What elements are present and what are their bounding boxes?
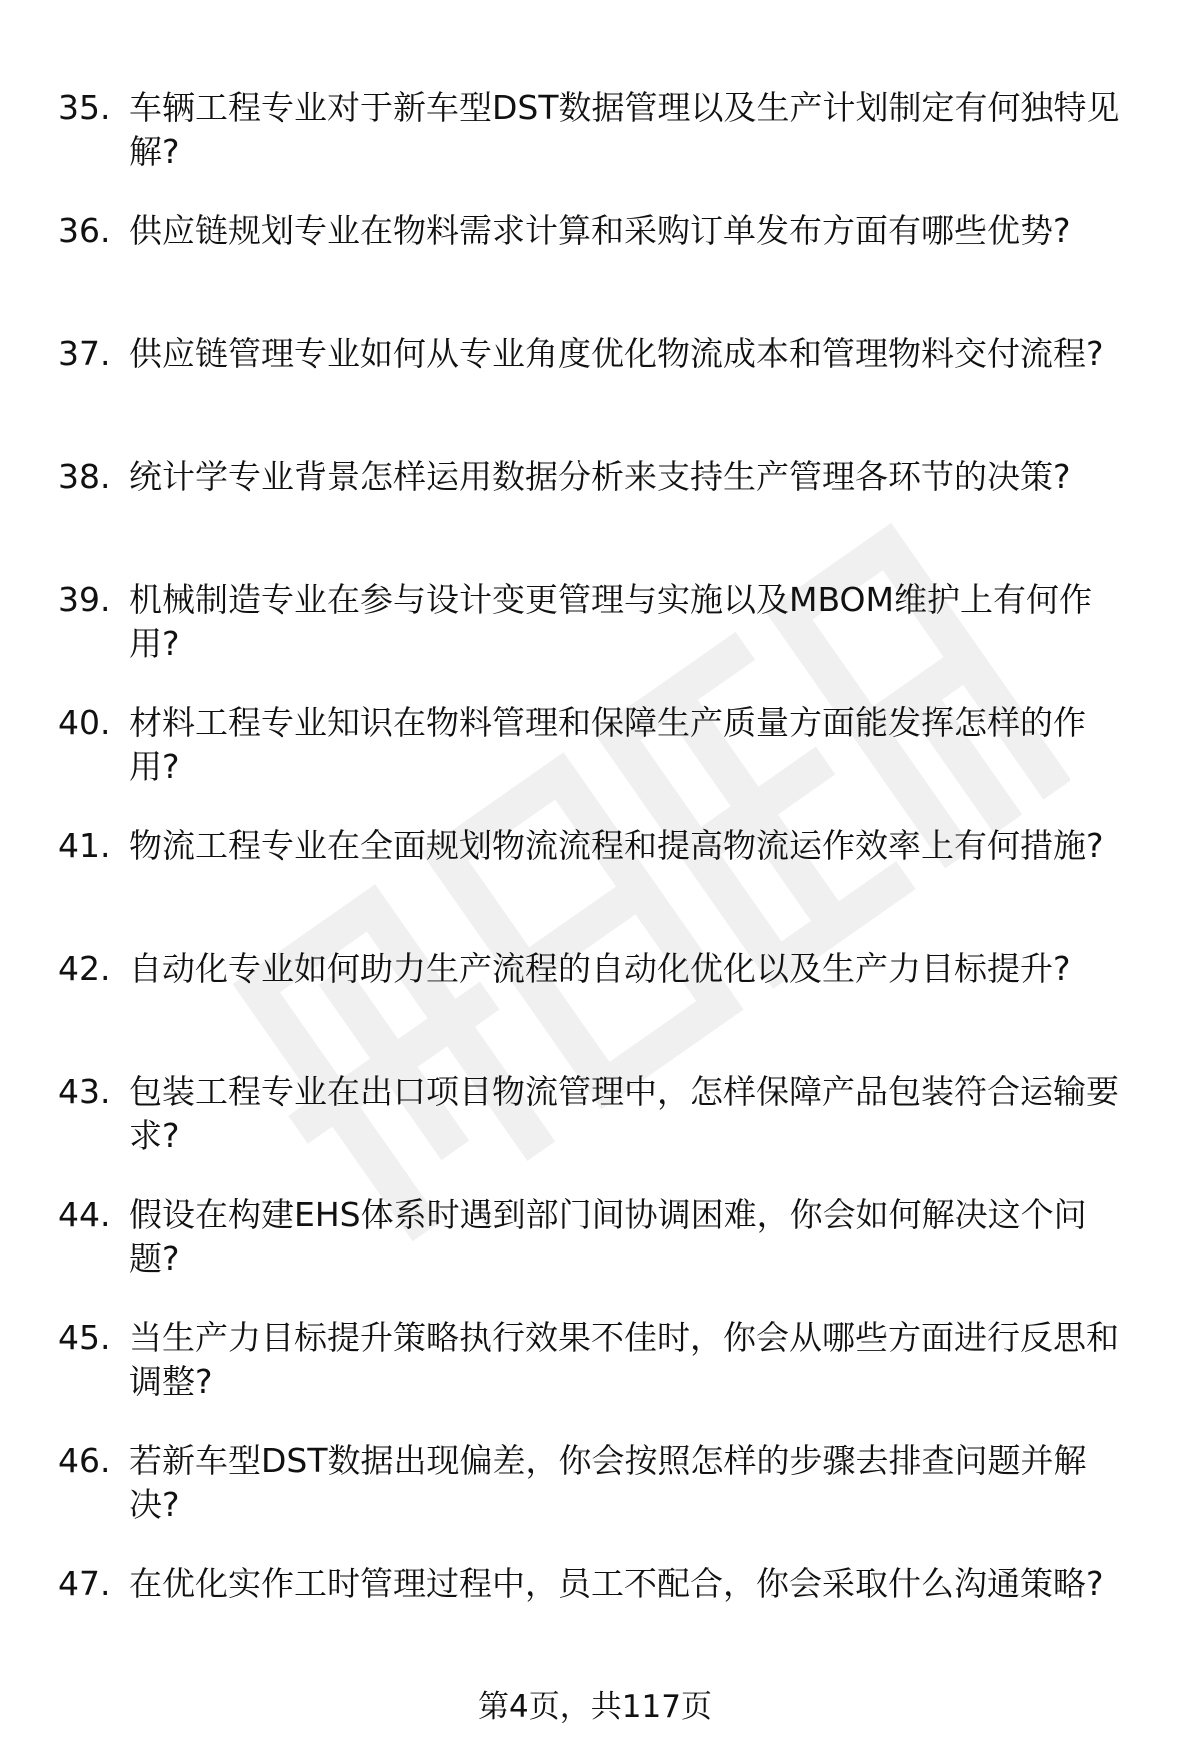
- list-item: [58, 578, 1158, 701]
- list-item: [58, 1562, 1158, 1685]
- question-number: 42.: [58, 949, 111, 988]
- question-text: 当生产力目标提升策略执行效果不佳时，你会从哪些方面进行反思和调整?: [129, 1318, 1119, 1401]
- list-item: [58, 455, 1158, 578]
- question-text: 供应链规划专业在物料需求计算和采购订单发布方面有哪些优势?: [129, 211, 1071, 250]
- question-text: 车辆工程专业对于新车型DST数据管理以及生产计划制定有何独特见解?: [129, 88, 1120, 171]
- question-text: 机械制造专业在参与设计变更管理与实施以及MBOM维护上有何作用?: [129, 580, 1092, 663]
- list-item: [58, 701, 1158, 824]
- list-item: [58, 209, 1158, 332]
- question-number: 37.: [58, 334, 111, 373]
- list-item: [58, 1316, 1158, 1439]
- list-item: [58, 1193, 1158, 1316]
- question-text: 供应链管理专业如何从专业角度优化物流成本和管理物料交付流程?: [129, 334, 1104, 373]
- list-item: [58, 86, 1158, 209]
- question-number: 46.: [58, 1441, 111, 1480]
- list-item: [58, 1070, 1158, 1193]
- question-number: 39.: [58, 580, 111, 619]
- question-text: 在优化实作工时管理过程中，员工不配合，你会采取什么沟通策略?: [129, 1564, 1104, 1603]
- question-number: 47.: [58, 1564, 111, 1603]
- question-text: 包装工程专业在出口项目物流管理中，怎样保障产品包装符合运输要求?: [129, 1072, 1119, 1155]
- question-text: 自动化专业如何助力生产流程的自动化优化以及生产力目标提升?: [129, 949, 1071, 988]
- question-number: 41.: [58, 826, 111, 865]
- question-number: 35.: [58, 88, 111, 127]
- question-number: 36.: [58, 211, 111, 250]
- list-item: [58, 947, 1158, 1070]
- question-number: 38.: [58, 457, 111, 496]
- list-item: [58, 332, 1158, 455]
- question-number: 43.: [58, 1072, 111, 1111]
- list-item: [58, 1439, 1158, 1562]
- question-text: 若新车型DST数据出现偏差，你会按照怎样的步骤去排查问题并解决?: [129, 1441, 1087, 1524]
- question-text: 材料工程专业知识在物料管理和保障生产质量方面能发挥怎样的作用?: [129, 703, 1086, 786]
- list-item: [58, 824, 1158, 947]
- question-text: 假设在构建EHS体系时遇到部门间协调困难，你会如何解决这个问题?: [129, 1195, 1087, 1278]
- question-text: 物流工程专业在全面规划物流流程和提高物流运作效率上有何措施?: [129, 826, 1104, 865]
- question-number: 44.: [58, 1195, 111, 1234]
- question-list: [58, 86, 1158, 1685]
- question-number: 40.: [58, 703, 111, 742]
- page-footer: 第4页，共117页: [478, 1689, 712, 1725]
- question-text: 统计学专业背景怎样运用数据分析来支持生产管理各环节的决策?: [129, 457, 1071, 496]
- question-number: 45.: [58, 1318, 111, 1357]
